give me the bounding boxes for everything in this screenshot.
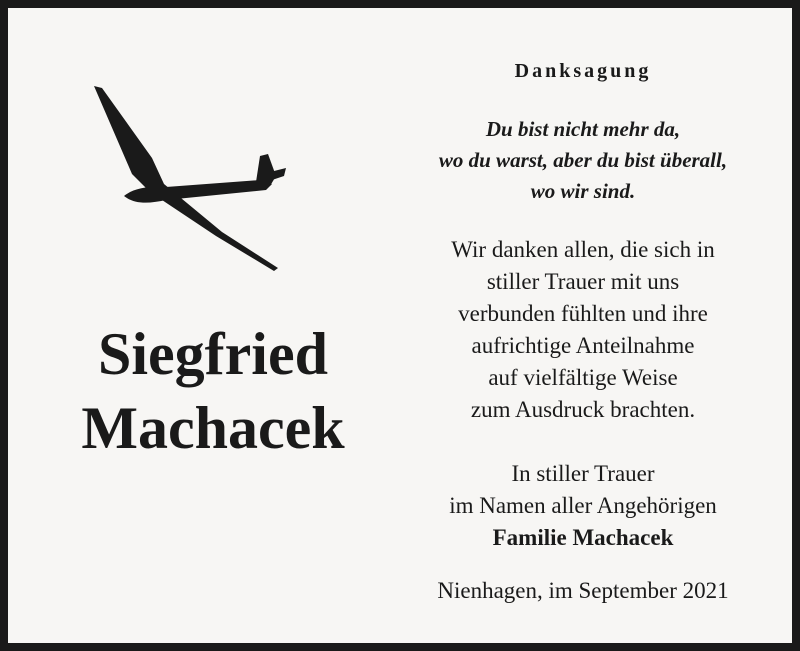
family-name: Familie Machacek (492, 525, 674, 550)
quote-line: Du bist nicht mehr da, (485, 117, 681, 141)
thanks-text (400, 234, 766, 426)
deceased-first-name: Siegfried (98, 321, 328, 387)
notice-heading: Danksagung (514, 60, 652, 82)
thanks-line: Wir danken allen, die sich in (451, 237, 715, 262)
quote-line: wo du warst, aber du bist überall, (438, 148, 728, 172)
closing-line: im Namen aller Angehörigen (449, 493, 717, 518)
closing-line: In stiller Trauer (511, 461, 655, 486)
thanks-line: verbunden fühlten und ihre (458, 301, 708, 326)
thanks-line: zum Ausdruck brachten. (470, 397, 696, 422)
deceased-last-name: Machacek (81, 395, 345, 461)
thanks-line: stiller Trauer mit uns (486, 269, 680, 294)
closing-signature (400, 458, 766, 554)
thanks-line: auf vielfältige Weise (488, 365, 678, 390)
thanks-line: aufrichtige Anteilnahme (471, 333, 695, 358)
obituary-notice (8, 8, 792, 643)
place-date: Nienhagen, im September 2021 (437, 578, 729, 603)
quote (400, 114, 766, 207)
quote-line: wo wir sind. (530, 179, 636, 203)
glider-icon (90, 84, 286, 272)
